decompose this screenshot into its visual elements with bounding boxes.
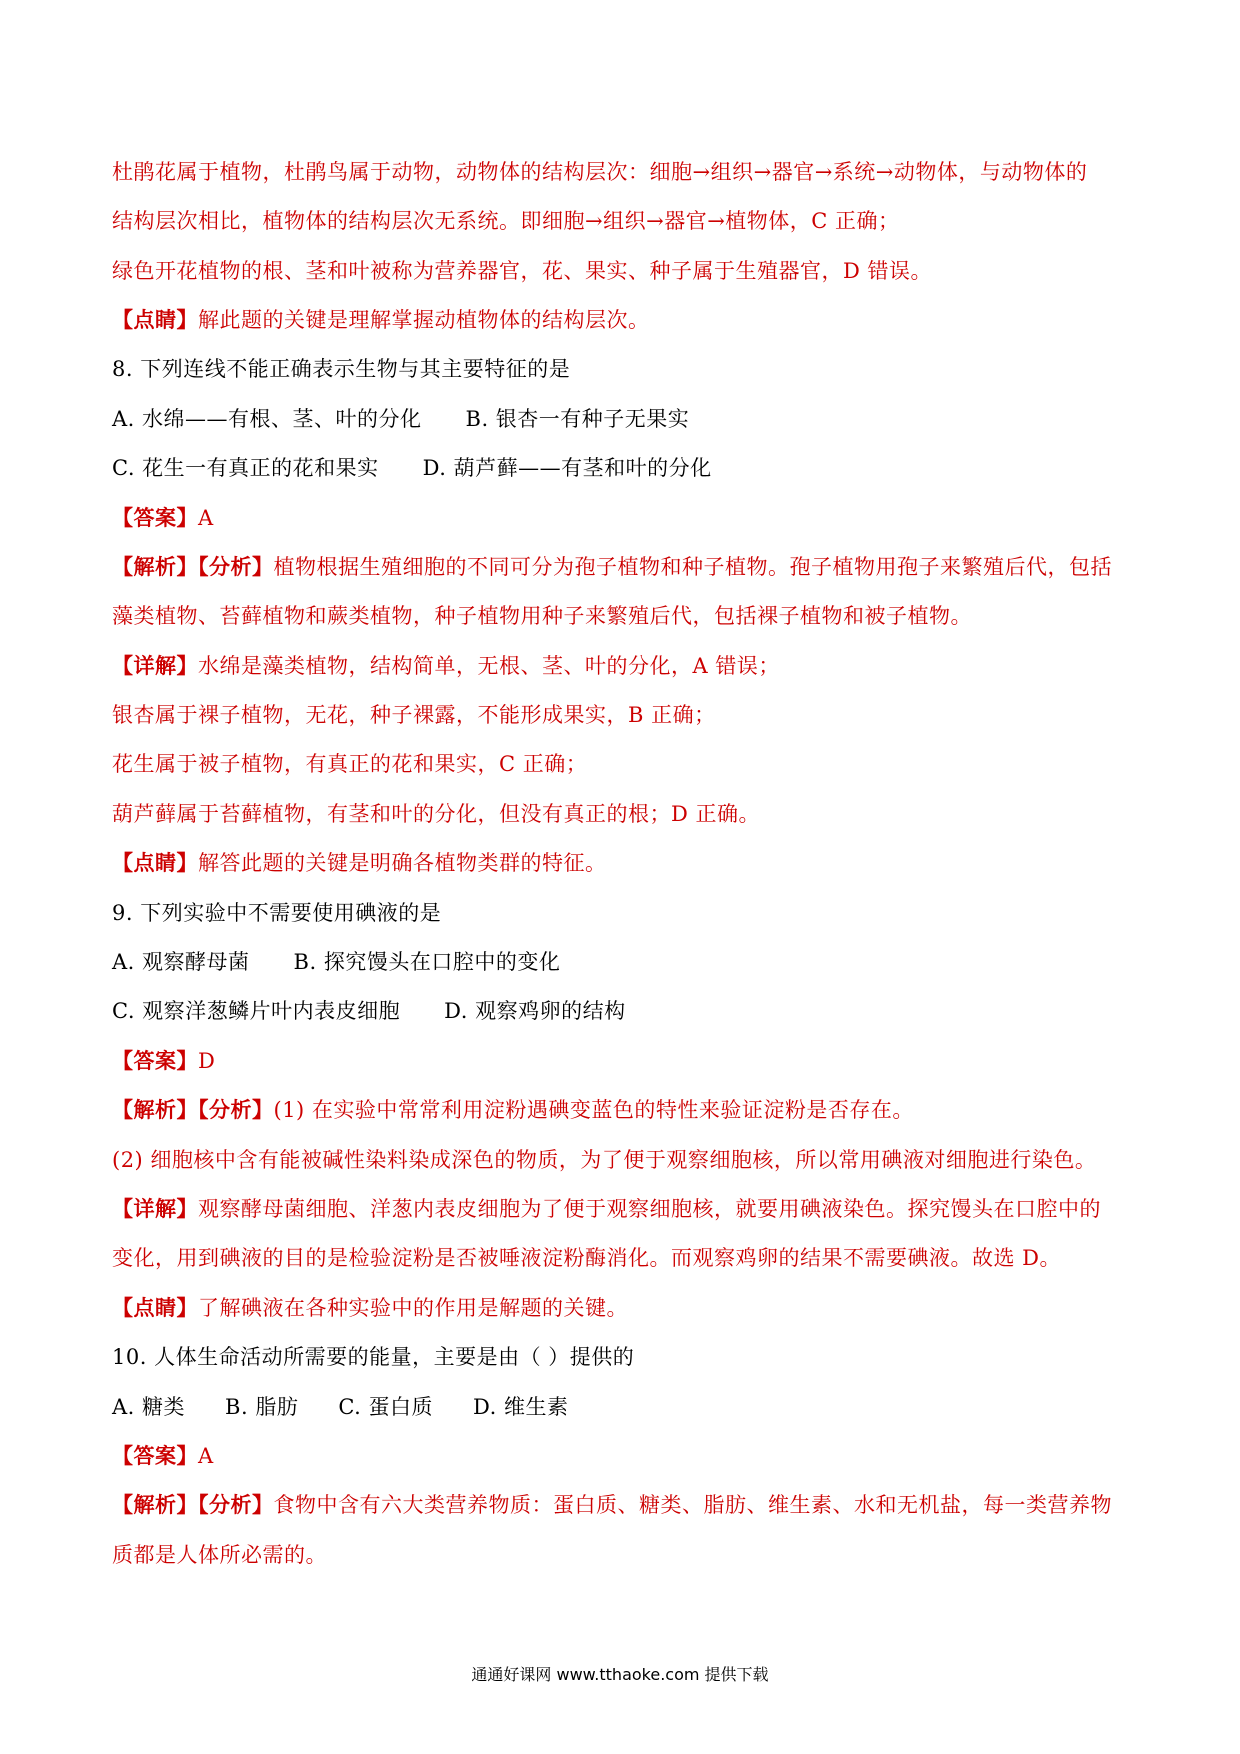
- explanation-line: 杜鹃花属于植物，杜鹃鸟属于动物，动物体的结构层次：细胞→组织→器官→系统→动物体，与动物体的: [112, 160, 1088, 184]
- option-b: B. 银杏一有种子无果实: [465, 407, 690, 431]
- detail-line: 花生属于被子植物，有真正的花和果实，C 正确；: [112, 752, 588, 776]
- option-b: B. 探究馒头在口腔中的变化: [293, 950, 561, 974]
- answer-line: 【答案】A: [112, 505, 214, 530]
- question-9-options-ab: [112, 947, 1142, 977]
- option-b: B. 脂肪: [225, 1395, 299, 1419]
- analysis-line: 【解析】【分析】食物中含有六大类营养物质：蛋白质、糖类、脂肪、维生素、水和无机盐，每一类营养物: [112, 1492, 1112, 1517]
- answer-line: 【答案】A: [112, 1443, 214, 1468]
- detail-line: 银杏属于裸子植物，无花，种子裸露，不能形成果实，B 正确；: [112, 703, 716, 727]
- detail-tag: 【详解】: [112, 653, 198, 678]
- answer-tag: 【答案】: [112, 1048, 198, 1073]
- option-a: A. 观察酵母菌: [112, 950, 250, 974]
- option-c: C. 观察洋葱鳞片叶内表皮细胞: [112, 999, 401, 1023]
- key-point-tag: 【点睛】: [112, 1295, 198, 1320]
- detail-line: 【详解】观察酵母菌细胞、洋葱内表皮细胞为了便于观察细胞核，就要用碘液染色。探究馒头在口腔中的: [112, 1196, 1101, 1221]
- option-a: A. 水绵——有根、茎、叶的分化: [112, 407, 422, 431]
- question-8-options-cd: [112, 453, 1142, 483]
- option-c: C. 蛋白质: [338, 1395, 433, 1419]
- analysis-line: 【解析】【分析】(1) 在实验中常常利用淀粉遇碘变蓝色的特性来验证淀粉是否存在。: [112, 1097, 914, 1122]
- detail-line: 变化，用到碘液的目的是检验淀粉是否被唾液淀粉酶消化。而观察鸡卵的结果不需要碘液。故选 D。: [112, 1246, 1062, 1270]
- key-point-tag: 【点睛】: [112, 850, 198, 875]
- option-d: D. 维生素: [473, 1395, 569, 1419]
- page-footer: [0, 1663, 1240, 1687]
- analysis-tag: 【解析】【分析】: [112, 554, 274, 579]
- answer-line: 【答案】D: [112, 1048, 216, 1073]
- option-c: C. 花生一有真正的花和果实: [112, 456, 379, 480]
- detail-line: 【详解】水绵是藻类植物，结构简单，无根、茎、叶的分化，A 错误；: [112, 653, 780, 678]
- analysis-line: 质都是人体所必需的。: [112, 1543, 327, 1567]
- option-d: D. 观察鸡卵的结构: [444, 999, 626, 1023]
- question-10: 10. 人体生命活动所需要的能量，主要是由（ ）提供的: [112, 1345, 635, 1369]
- question-9: 9. 下列实验中不需要使用碘液的是: [112, 901, 442, 925]
- key-point-line: 【点睛】解答此题的关键是明确各植物类群的特征。: [112, 850, 607, 875]
- analysis-line: 藻类植物、苔藓植物和蕨类植物，种子植物用种子来繁殖后代，包括裸子植物和被子植物。: [112, 604, 972, 628]
- key-point-line: 【点睛】了解碘液在各种实验中的作用是解题的关键。: [112, 1295, 628, 1320]
- key-point-tag: 【点睛】: [112, 307, 198, 332]
- option-d: D. 葫芦藓——有茎和叶的分化: [422, 456, 712, 480]
- question-10-options: [112, 1392, 1142, 1422]
- analysis-tag: 【解析】【分析】: [112, 1492, 274, 1517]
- analysis-line: (2) 细胞核中含有能被碱性染料染成深色的物质，为了便于观察细胞核，所以常用碘液对细胞进行染色。: [112, 1148, 1097, 1172]
- explanation-line: 绿色开花植物的根、茎和叶被称为营养器官，花、果实、种子属于生殖器官，D 错误。: [112, 259, 933, 283]
- analysis-tag: 【解析】【分析】: [112, 1097, 274, 1122]
- analysis-line: 【解析】【分析】植物根据生殖细胞的不同可分为孢子植物和种子植物。孢子植物用孢子来繁殖后代，包括: [112, 554, 1112, 579]
- explanation-line: 结构层次相比，植物体的结构层次无系统。即细胞→组织→器官→植物体，C 正确；: [112, 209, 900, 233]
- detail-line: 葫芦藓属于苔藓植物，有茎和叶的分化，但没有真正的根；D 正确。: [112, 802, 761, 826]
- answer-tag: 【答案】: [112, 1443, 198, 1468]
- key-point-line: 【点睛】解此题的关键是理解掌握动植物体的结构层次。: [112, 307, 650, 332]
- option-a: A. 糖类: [112, 1395, 186, 1419]
- answer-tag: 【答案】: [112, 505, 198, 530]
- footer-text: 通通好课网 www.tthaoke.com 提供下载: [471, 1665, 769, 1684]
- detail-tag: 【详解】: [112, 1196, 198, 1221]
- question-8: 8. 下列连线不能正确表示生物与其主要特征的是: [112, 357, 571, 381]
- question-8-options-ab: [112, 404, 1142, 434]
- question-9-options-cd: [112, 996, 1142, 1026]
